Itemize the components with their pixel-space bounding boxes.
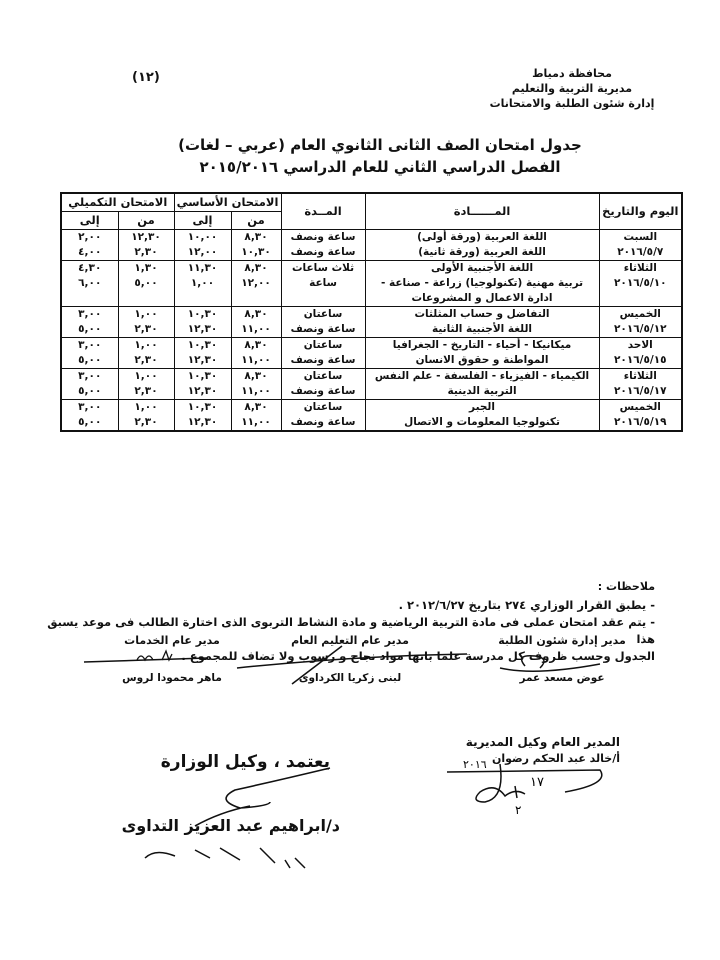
svg-text:٢٠١٦: ٢٠١٦ xyxy=(463,758,487,771)
supp-to-cell xyxy=(61,261,118,307)
time-value: ١١,٣٠ xyxy=(187,262,218,274)
time-value: ١٢,٣٠ xyxy=(131,231,161,243)
table-row xyxy=(61,230,682,261)
time-value: ١,٠٠ xyxy=(134,339,158,351)
duration-cell xyxy=(281,230,365,261)
time-value: ١١,٠٠ xyxy=(241,416,271,428)
supp-from-cell xyxy=(118,230,174,261)
basic-from-cell xyxy=(231,400,281,432)
basic-from-cell xyxy=(231,338,281,369)
department-line: إدارة شئون الطلبة والامتحانات xyxy=(489,97,655,110)
day-date-cell xyxy=(599,338,682,369)
day-date-cell xyxy=(599,230,682,261)
day-date-cell xyxy=(599,261,682,307)
supp-to-cell xyxy=(61,230,118,261)
subject-cell xyxy=(365,261,599,307)
time-value: ٢,٣٠ xyxy=(134,323,158,335)
supp-from-cell xyxy=(118,338,174,369)
duration-value: ساعة ونصف xyxy=(290,323,356,335)
exam-date: ٢٠١٦/٥/١٩ xyxy=(614,416,667,428)
day-name: السبت xyxy=(623,231,658,243)
duration-value: ساعة ونصف xyxy=(290,385,356,397)
time-value: ٨,٣٠ xyxy=(244,370,268,382)
signature-title: مدير عام التعليم العام xyxy=(291,634,409,647)
director-title: المدير العام وكيل المديرية xyxy=(465,735,620,749)
subject-line: الكيمياء - الفيزياء - الفلسفة - علم النفس xyxy=(374,370,590,382)
time-value: ٥,٠٠ xyxy=(134,277,158,289)
time-value: ٢,٣٠ xyxy=(134,354,158,366)
basic-to-cell xyxy=(174,369,231,400)
day-name: الخميس xyxy=(619,308,661,320)
time-value: ١,٠٠ xyxy=(134,308,158,320)
subject-cell xyxy=(365,307,599,338)
subject-line: اللغة العربية (ورقة ثانية) xyxy=(418,246,546,258)
subject-cell xyxy=(365,369,599,400)
governorate-line: محافظة دمياط xyxy=(532,67,612,80)
subject-cell xyxy=(365,338,599,369)
subject-line: ميكانيكا - أحياء - التاريخ - الجغرافيا xyxy=(392,339,572,351)
time-value: ١٢,٣٠ xyxy=(187,323,218,335)
time-value: ١٠,٣٠ xyxy=(187,308,218,320)
day-name: الاحد xyxy=(627,339,653,351)
time-value: ٨,٣٠ xyxy=(244,308,268,320)
time-value: ٣,٠٠ xyxy=(78,339,102,351)
supp-to-cell xyxy=(61,369,118,400)
time-value: ١٢,٣٠ xyxy=(187,354,218,366)
signature-name: ماهر محمودا لروس xyxy=(122,672,222,684)
day-name: الثلاثاء xyxy=(623,370,657,382)
duration-value: ساعة ونصف xyxy=(290,231,356,243)
note-item: - يتم عقد امتحان عملى فى مادة التربية الرياضية و مادة النشاط التربوى الذى اختارة الطالب فى موعد يسبق هذا xyxy=(47,615,655,646)
table-row xyxy=(61,400,682,432)
subject-line: اللغة الأجنبية الثانية xyxy=(432,323,533,335)
time-value: ١٢,٠٠ xyxy=(187,246,218,258)
header-basic-exam: الامتحان الأساسي xyxy=(174,193,281,212)
handwritten-signature-icon xyxy=(82,648,212,670)
handwritten-signature-icon xyxy=(232,636,472,686)
basic-from-cell xyxy=(231,261,281,307)
signature-name: لبنى زكريا الكرداوى xyxy=(298,672,402,684)
time-value: ١,٠٠ xyxy=(190,277,215,289)
time-value: ١٠,٣٠ xyxy=(241,246,271,258)
duration-cell xyxy=(281,400,365,432)
exam-date: ٢٠١٦/٥/٧ xyxy=(617,246,664,258)
supp-from-cell xyxy=(118,400,174,432)
header-supp-exam: الامتحان التكميلي xyxy=(61,193,174,212)
time-value: ٢,٣٠ xyxy=(134,385,158,397)
supp-to-cell xyxy=(61,400,118,432)
time-value: ٤,٣٠ xyxy=(78,262,102,274)
page-number: (١٢) xyxy=(132,70,160,85)
time-value: ٥,٠٠ xyxy=(78,354,102,366)
time-value: ١١,٠٠ xyxy=(241,385,271,397)
director-name: أ/خالد عبد الحكم رضوان xyxy=(491,752,620,765)
exam-date: ٢٠١٦/٥/١٠ xyxy=(614,277,667,289)
subject-line: تربية مهنية (تكنولوجيا) زراعة - صناعة - xyxy=(380,277,584,289)
time-value: ١,٣٠ xyxy=(134,262,158,274)
time-value: ٨,٣٠ xyxy=(244,339,268,351)
duration-cell xyxy=(281,261,365,307)
approval-handwritten-date-icon xyxy=(140,838,310,872)
time-value: ٢,٣٠ xyxy=(134,246,158,258)
supp-from-cell xyxy=(118,307,174,338)
day-date-cell xyxy=(599,400,682,432)
page-subtitle: الفصل الدراسي الثاني للعام الدراسي ٢٠١٥/٢٠١٦ xyxy=(199,158,561,176)
header-subject: المــــــادة xyxy=(365,193,599,230)
exam-date: ٢٠١٦/٥/١٢ xyxy=(614,323,667,335)
organization-header xyxy=(452,66,692,111)
subject-line: ادارة الاعمال و المشروعات xyxy=(411,292,553,304)
day-date-cell xyxy=(599,307,682,338)
duration-value: ساعة ونصف xyxy=(290,354,356,366)
time-value: ١٢,٣٠ xyxy=(187,416,218,428)
signature-title: مدير إدارة شئون الطلبة xyxy=(498,634,626,647)
time-value: ٨,٣٠ xyxy=(244,262,268,274)
time-value: ٥,٠٠ xyxy=(78,416,102,428)
director-signature-icon xyxy=(445,758,605,818)
time-value: ١٠,٠٠ xyxy=(187,231,218,243)
svg-text:٢: ٢ xyxy=(515,803,522,817)
note-item: - يطبق القرار الوزاري ٢٧٤ بتاريخ ٢٠١٢/٦/٢٧ . xyxy=(398,598,655,612)
duration-value: ساعتان xyxy=(303,401,343,413)
table-row xyxy=(61,338,682,369)
notes-label: ملاحظات : xyxy=(597,580,655,593)
header-basic-to: إلى xyxy=(174,212,231,230)
note-item: الجدول وحسب ظروف كل مدرسة علما بانها مواد نجاح و رسوب ولا تضاف للمجموع . xyxy=(181,649,655,663)
time-value: ١,٠٠ xyxy=(134,401,158,413)
duration-value: ساعتان xyxy=(303,370,343,382)
time-value: ٥,٠٠ xyxy=(78,323,102,335)
basic-from-cell xyxy=(231,230,281,261)
subject-line: اللغة الأجنبية الأولى xyxy=(430,262,534,274)
time-value: ٥,٠٠ xyxy=(78,385,102,397)
time-value: ٦,٠٠ xyxy=(78,277,102,289)
exam-date: ٢٠١٦/٥/١٧ xyxy=(614,385,667,397)
director-handwritten-date: ١٧ xyxy=(530,775,544,790)
duration-cell xyxy=(281,307,365,338)
time-value: ١١,٠٠ xyxy=(241,323,271,335)
header-supp-to: إلى xyxy=(61,212,118,230)
duration-cell xyxy=(281,338,365,369)
time-value: ١٢,٠٠ xyxy=(241,277,271,289)
time-value: ١٠,٣٠ xyxy=(187,401,218,413)
time-value: ٢,٠٠ xyxy=(78,231,102,243)
time-value: ١٢,٣٠ xyxy=(187,385,218,397)
day-name: الثلاثاء xyxy=(623,262,657,274)
approval-name: د/ابراهيم عبد العزيز التداوى xyxy=(121,816,340,835)
duration-value: ساعة ونصف xyxy=(290,416,356,428)
subject-line: الجبر xyxy=(469,401,495,413)
supp-to-cell xyxy=(61,307,118,338)
time-value: ٨,٣٠ xyxy=(244,231,268,243)
subject-line: المواطنة و حقوق الانسان xyxy=(415,354,549,366)
table-row xyxy=(61,369,682,400)
basic-from-cell xyxy=(231,307,281,338)
header-day-date: اليوم والتاريخ xyxy=(599,193,682,230)
basic-to-cell xyxy=(174,400,231,432)
time-value: ١٠,٣٠ xyxy=(187,370,218,382)
time-value: ١٠,٣٠ xyxy=(187,339,218,351)
basic-to-cell xyxy=(174,338,231,369)
basic-from-cell xyxy=(231,369,281,400)
header-supp-from: من xyxy=(118,212,174,230)
time-value: ٣,٠٠ xyxy=(78,308,102,320)
directorate-line: مديرية التربية والتعليم xyxy=(511,82,633,95)
header-basic-from: من xyxy=(231,212,281,230)
subject-cell xyxy=(365,230,599,261)
table-row xyxy=(61,261,682,307)
exam-date: ٢٠١٦/٥/١٥ xyxy=(614,354,667,366)
exam-schedule-table xyxy=(60,192,683,432)
subject-line: اللغة العربية (ورقة أولى) xyxy=(417,231,547,243)
page-title: جدول امتحان الصف الثانى الثانوي العام (عربي – لغات) xyxy=(178,136,582,154)
handwritten-signature-icon xyxy=(495,650,605,676)
duration-value: ثلاث ساعات xyxy=(291,262,355,274)
duration-value: ساعتان xyxy=(303,308,343,320)
time-value: ٢,٣٠ xyxy=(134,416,158,428)
time-value: ٣,٠٠ xyxy=(78,401,102,413)
signature-name: عوض مسعد عمر xyxy=(519,672,605,684)
subject-line: التربية الدينية xyxy=(447,385,517,397)
subject-line: التفاضل و حساب المثلثات xyxy=(414,308,550,320)
signature-title: مدير عام الخدمات xyxy=(124,634,220,647)
time-value: ١١,٠٠ xyxy=(241,354,271,366)
header-duration: المــدة xyxy=(281,193,365,230)
supp-from-cell xyxy=(118,369,174,400)
basic-to-cell xyxy=(174,230,231,261)
subject-line: تكنولوجيا المعلومات و الاتصال xyxy=(404,416,560,428)
table-row xyxy=(61,307,682,338)
duration-value: ساعتان xyxy=(303,339,343,351)
basic-to-cell xyxy=(174,261,231,307)
supp-from-cell xyxy=(118,261,174,307)
supp-to-cell xyxy=(61,338,118,369)
duration-value: ساعة xyxy=(309,277,337,289)
duration-value: ساعة ونصف xyxy=(290,246,356,258)
time-value: ١,٠٠ xyxy=(134,370,158,382)
basic-to-cell xyxy=(174,307,231,338)
approval-title: يعتمد ، وكيل الوزارة xyxy=(160,752,330,772)
time-value: ٣,٠٠ xyxy=(78,370,102,382)
time-value: ٤,٠٠ xyxy=(78,246,102,258)
duration-cell xyxy=(281,369,365,400)
day-date-cell xyxy=(599,369,682,400)
day-name: الخميس xyxy=(619,401,661,413)
time-value: ٨,٣٠ xyxy=(244,401,268,413)
subject-cell xyxy=(365,400,599,432)
